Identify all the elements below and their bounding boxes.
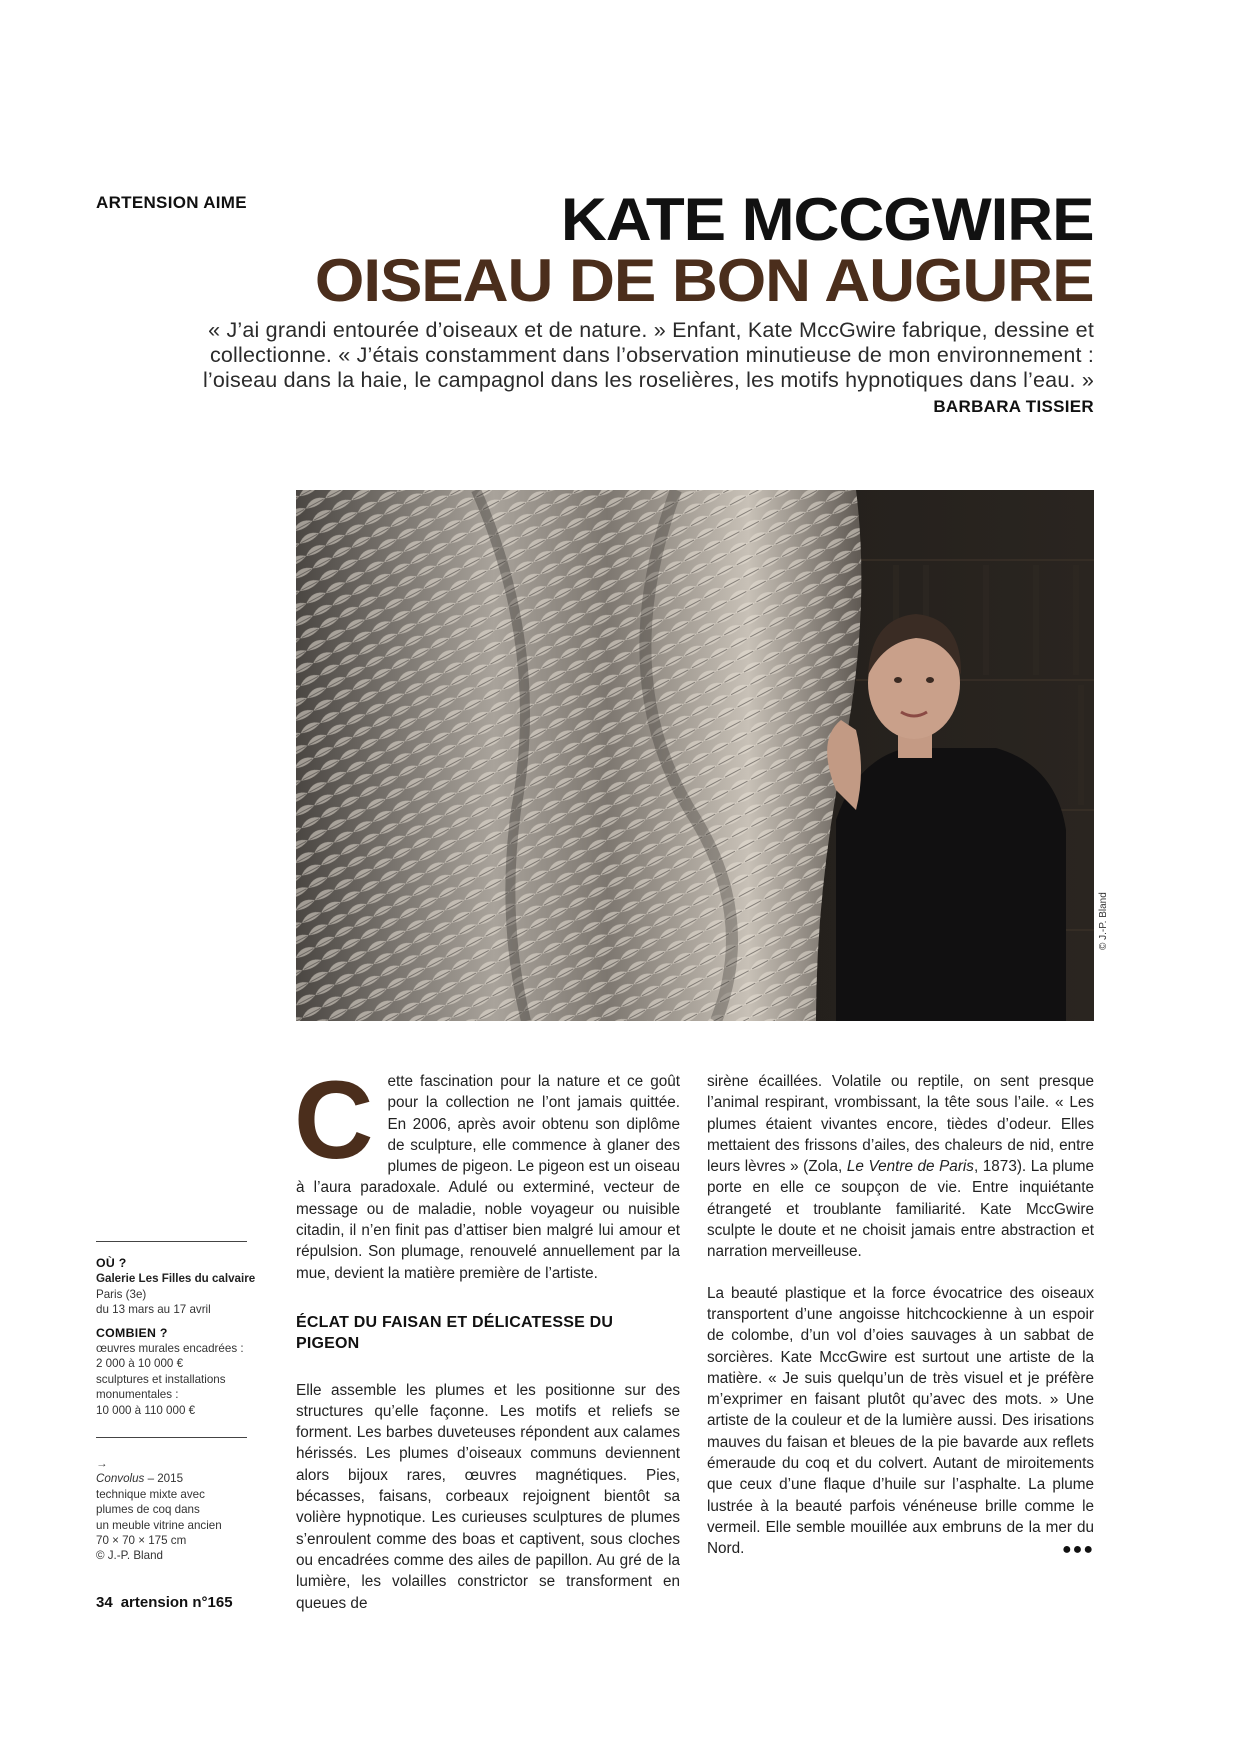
caption-line: un meuble vitrine ancien bbox=[96, 1518, 222, 1532]
paragraph-3-text-a: sirène écaillées. Volatile ou reptile, on sent presque l’animal respirant, vrombissant, la tête sous l’aile. « Les plumes étaient vivantes encore, tièdes d’odeur. Elles mettaient des frissons d’ailes, des chaleurs de nid, entre leurs lèvres » (Zola, bbox=[707, 1073, 1094, 1176]
subheading: ÉCLAT DU FAISAN ET DÉLICATESSE DU PIGEON bbox=[296, 1313, 614, 1353]
article-title-line1: KATE MCCGWIRE bbox=[561, 186, 1094, 253]
caption-line: plumes de coq dans bbox=[96, 1503, 200, 1517]
caption-line: technique mixte avec bbox=[96, 1487, 205, 1501]
section-kicker: ARTENSION AIME bbox=[96, 193, 247, 212]
paragraph-3 bbox=[707, 1071, 1094, 1263]
work-year: – 2015 bbox=[144, 1472, 184, 1486]
end-of-article-mark: ●●● bbox=[1062, 1541, 1094, 1558]
price-line: 2 000 à 10 000 € bbox=[96, 1357, 184, 1371]
price-line: 10 000 à 110 000 € bbox=[96, 1403, 196, 1417]
price-block bbox=[96, 1326, 266, 1418]
paragraph-2: Elle assemble les plumes et les positionne sur des structures qu’elle façonne. Les motifs et reliefs se forment. Les barbes duveteuses répondent aux calames hérissés. Les plumes d’oiseaux communs deviennent alors bijoux rares, œuvres magnétiques. Pies, bécasses, faisans, corbeaux rejoignent bientôt sa volière hypnotique. Les curieuses sculptures de plumes s’enroulent comme des boas et captivent, sous cloches ou encadrées comme des ailes de papillon. Au gré de la lumière, les volailles constrictor se transforment en queues de bbox=[296, 1381, 680, 1612]
page-number: 34 bbox=[96, 1594, 113, 1611]
photo-credit: © J.-P. Bland bbox=[1098, 892, 1109, 950]
sidebar-divider bbox=[96, 1241, 247, 1242]
article-column-1 bbox=[294, 1059, 680, 1614]
book-title: Le Ventre de Paris bbox=[846, 1158, 974, 1176]
arrow-icon: → bbox=[96, 1457, 108, 1470]
magazine-issue: artension n°165 bbox=[120, 1594, 233, 1611]
info-sidebar bbox=[96, 1256, 266, 1426]
paragraph-3-text-b: , 1873). La plume porte en elle ce soupçon de vie. Entre inquiétante étrangeté et troublante familiarité. Kate MccGwire sculpte le doute et ne choisit jamais entre abstraction et narration merveilleuse. bbox=[707, 1158, 1094, 1261]
price-label: COMBIEN ? bbox=[96, 1325, 168, 1340]
photo-illustration bbox=[296, 490, 1094, 1021]
article-column-2 bbox=[707, 1071, 1094, 1560]
price-line: monumentales : bbox=[96, 1388, 179, 1402]
caption-line: © J.-P. Bland bbox=[96, 1549, 163, 1563]
caption-line: 70 × 70 × 175 cm bbox=[96, 1534, 187, 1548]
standfirst bbox=[194, 318, 1094, 419]
page-footer bbox=[96, 1594, 233, 1611]
venue: Galerie Les Filles du calvaire bbox=[96, 1272, 256, 1286]
city: Paris (3e) bbox=[96, 1287, 147, 1301]
paragraph-1 bbox=[294, 1059, 680, 1284]
hero-photo bbox=[296, 490, 1094, 1021]
byline: BARBARA TISSIER bbox=[933, 397, 1094, 416]
price-line: œuvres murales encadrées : bbox=[96, 1342, 244, 1356]
article-title-line2: OISEAU DE BON AUGURE bbox=[315, 247, 1094, 314]
drop-cap: C bbox=[294, 1059, 374, 1182]
photo-caption bbox=[96, 1456, 266, 1564]
dates: du 13 mars au 17 avril bbox=[96, 1303, 211, 1317]
paragraph-4: La beauté plastique et la force évocatrice des oiseaux transportent d’une angoisse hitchcockienne à un espoir de colombe, d’un vol d’oies sauvages à un sabbat de sorcières. Kate MccGwire est surtout une artiste de la matière. « Je suis quelqu’un de très visuel et je préfère m’exprimer en faisant plutôt qu’avec des mots. » Une artiste de la couleur et de la lumière aussi. Des irisations mauves du faisan et bleues de la pie bavarde aux reflets émeraude du coq et du colvert. Autant de miroitements que ceux d’une flaque d’huile sur l’asphalte. La plume lustrée à la beauté parfois vénéneuse brille comme le vermeil. Elle semble mouillée aux embruns de la mer du Nord. bbox=[707, 1284, 1094, 1558]
work-title: Convolus bbox=[96, 1472, 145, 1486]
where-label: OÙ ? bbox=[96, 1256, 127, 1270]
price-line: sculptures et installations bbox=[96, 1372, 226, 1386]
paragraph-1-text: ette fascination pour la nature et ce goût pour la collection ne l’ont jamais quittée. En 2006, après avoir obtenu son diplôme de sculpture, elle commence à glaner des plumes de pigeon. Le pigeon est un oiseau à l’aura paradoxale. Adulé ou exterminé, vecteur de message ou de maladie, noble voyageur ou nuisible citadin, il n’en finit pas d’attiser bien malgré lui amour et répulsion. Son plumage, renouvelé annuellement par la mue, devient la matière première de l’artiste. bbox=[296, 1073, 680, 1282]
caption-divider bbox=[96, 1437, 247, 1438]
caption-title-line bbox=[96, 1471, 266, 1486]
standfirst-text: « J’ai grandi entourée d’oiseaux et de nature. » Enfant, Kate MccGwire fabrique, dessine et collectionne. « J’étais constamment dans l’observation minutieuse de mon environnement : l’oiseau dans la haie, le campagnol dans les roselières, les motifs hypnotiques dans l’eau. » bbox=[202, 318, 1094, 392]
where-block bbox=[96, 1256, 266, 1318]
